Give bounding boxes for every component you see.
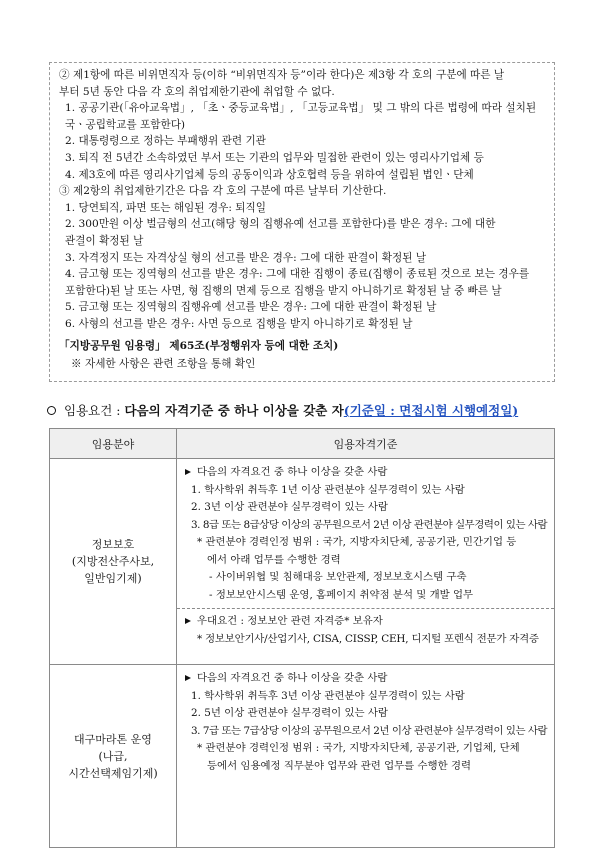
clause-3-item-4-cont: 포함한다)된 날 또는 사면, 형 집행의 면제 등으로 집행을 받지 아니하기로 확정된 날 중 빠른 날 [65,284,502,297]
clause-2-item-1-cont: 국ㆍ공립학교를 포함한다) [65,118,186,131]
clause-3-item-3: 3. 자격정지 또는 자격상실 형의 선고를 받은 경우: 그에 대한 판결이 확정된 날 [65,251,427,264]
requirement-paren-open: ( [343,403,350,418]
requirement-reference-date: 기준일 : 면접시험 시행예정일 [349,403,513,418]
requirement-paren-close: ) [512,403,519,418]
criteria-title: 다음의 자격요건 중 하나 이상을 갖춘 사람 [185,670,548,688]
requirement-prefix: 임용요건 : [64,403,125,418]
field-type: 시간선택제임기제) [68,766,158,780]
clause-3-item-2: 2. 300만원 이상 벌금형의 선고(해당 형의 집행유예 선고를 포함한다)를 받은 경우: 그에 대한 [65,218,496,231]
clause-3-item-4: 4. 금고형 또는 징역형의 선고를 받은 경우: 그에 대한 집행이 종료(집행이 종료된 것으로 보는 경우를 [65,268,530,281]
criteria-cell [177,665,555,848]
criteria-note-cont: 에서 아래 업무를 수행한 경력 [207,553,341,566]
table-row [50,459,555,665]
divider [177,608,554,609]
criteria-note-cont: 등에서 임용예정 직무분야 업무와 관련 업무를 수행한 경력 [207,759,472,772]
criteria-item: 3. 8급 또는 8급상당 이상의 공무원으로서 2년 이상 관련분야 실무경력이 있는 사람 [191,518,548,531]
preference-title: 우대요건 : 정보보안 관련 자격증* 보유자 [185,613,548,631]
criteria-note: * 관련분야 경력인정 범위 : 국가, 지방자치단체, 공공기관, 기업체, 단체 [197,742,520,754]
triangle-bullet-icon [185,675,191,681]
triangle-bullet-icon [185,618,191,624]
triangle-bullet-icon [185,469,191,475]
criteria-item: 1. 학사학위 취득후 3년 이상 관련분야 실무경력이 있는 사람 [191,689,465,702]
header-field: 임용분야 [50,429,177,459]
field-name: 대구마라톤 운영 [74,732,152,746]
criteria-item: 2. 5년 이상 관련분야 실무경력이 있는 사람 [191,707,388,719]
field-grade: (지방전산주사보, [71,555,155,568]
clause-3-item-5: 5. 금고형 또는 징역형의 집행유예 선고를 받은 경우: 그에 대한 판결이 확정된 날 [65,301,437,314]
clause-2-item-3: 3. 퇴직 전 5년간 소속하였던 부서 또는 기관의 업무와 밀접한 관련이 있는 영리사기업체 등 [65,151,484,164]
criteria-sub-item: - 사이버위협 및 침해대응 보안관제, 정보보호시스템 구축 [209,571,467,583]
criteria-item: 2. 3년 이상 관련분야 실무경력이 있는 사람 [191,501,388,513]
clause-3-item-6: 6. 사형의 선고를 받은 경우: 사면 등으로 집행을 받지 아니하기로 확정된 날 [65,317,413,330]
clause-2-line-2: 부터 5년 동안 다음 각 호의 취업제한기관에 취업할 수 없다. [59,85,335,98]
criteria-sub-item: - 정보보안시스템 운영, 홈페이지 취약점 분석 및 개발 업무 [209,588,474,601]
preference-note: * 정보보안기사/산업기사, CISA, CISSP, CEH, 디지털 포렌식 전문가 자격증 [197,632,539,645]
clause-2-item-1: 1. 공공기관(「유아교육법」, 「초ㆍ중등교육법」, 「고등교육법」 및 그 밖의 다른 법령에 따라 설치된 [65,102,537,115]
criteria-cell [177,459,555,665]
criteria-note: * 관련분야 경력인정 범위 : 국가, 지방자치단체, 공공기관, 민간기업 등 [197,536,517,548]
header-criteria: 임용자격기준 [177,429,555,459]
criteria-item: 3. 7급 또는 7급상당 이상의 공무원으로서 2년 이상 관련분야 실무경력이 있는 사람 [191,724,548,737]
field-cell [50,459,177,665]
requirement-heading [47,402,567,420]
field-cell [50,665,177,848]
criteria-item: 1. 학사학위 취득후 1년 이상 관련분야 실무경력이 있는 사람 [191,483,465,496]
law-excerpt-box [49,62,555,382]
table-header-row [50,429,555,459]
qualification-table [49,428,555,848]
field-grade: (나급, [98,749,128,763]
clause-2-item-2: 2. 대통령령으로 정하는 부패행위 관련 기관 [65,135,266,148]
table-row [50,665,555,848]
clause-3-line: ③ 제2항의 취업제한기간은 다음 각 호의 구분에 따른 날부터 기산한다. [59,185,387,198]
clause-3-item-2-cont: 관결이 확정된 날 [65,234,144,247]
criteria-title: 다음의 자격요건 중 하나 이상을 갖춘 사람 [185,464,548,482]
requirement-bold: 다음의 자격기준 중 하나 이상을 갖춘 자 [124,403,344,418]
reference-note: ※ 자세한 사항은 관련 조항을 통해 확인 [71,358,256,371]
clause-2-line-1: ② 제1항에 따른 비위면직자 등(이하 “비위면직자 등”이라 한다)은 제3항 각 호의 구분에 따른 날 [59,69,505,81]
clause-2-item-4: 4. 제3호에 따른 영리사기업체 등의 공동이익과 상호협력 등을 위하여 설립된 법인ㆍ단체 [65,168,474,181]
decree-title: 「지방공무원 임용령」 제65조(부정행위자 등에 대한 조치) [59,339,339,352]
clause-3-item-1: 1. 당연퇴직, 파면 또는 해임된 경우: 퇴직일 [65,201,266,214]
circle-bullet-icon [47,406,56,415]
field-type: 일반임기제) [84,572,142,585]
field-name: 정보보호 [91,538,135,551]
